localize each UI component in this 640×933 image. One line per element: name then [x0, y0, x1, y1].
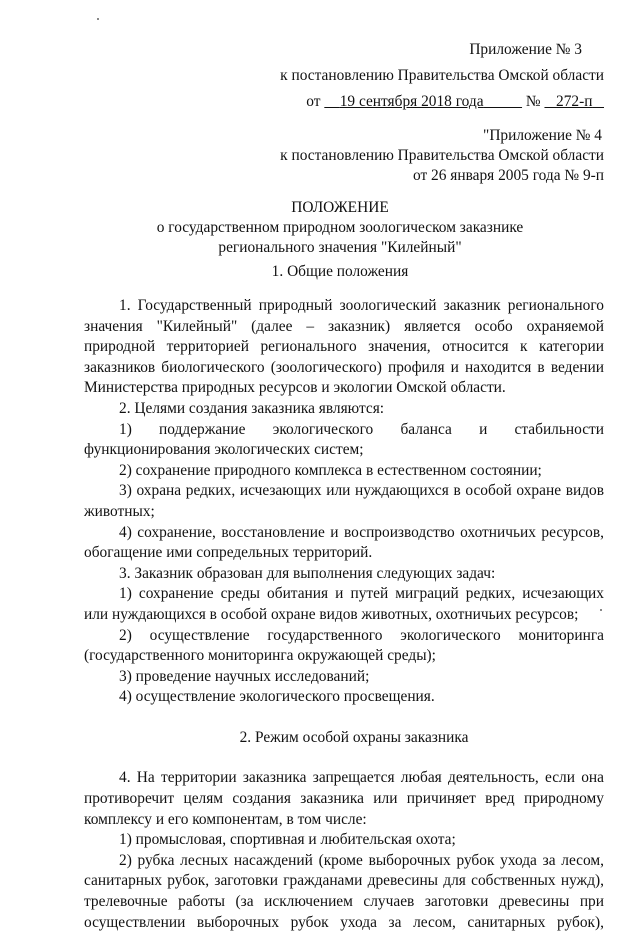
list-item: 3) проведение научных исследований; — [119, 667, 370, 685]
document-subtitle-line1: о государственном природном зоологическом заказнике — [156, 219, 524, 236]
appendix-date-line — [306, 92, 604, 113]
prev-appendix-date-line: от 26 января 2005 года № 9-п — [412, 167, 604, 184]
number-sign: № — [525, 93, 541, 110]
list-item: 2) сохранение природного комплекса в естественном состоянии; — [119, 461, 542, 479]
document-title: ПОЛОЖЕНИЕ — [291, 199, 389, 216]
list-item: 1) промысловая, спортивная и любительская охота; — [119, 831, 456, 849]
section-1-heading: 1. Общие положения — [271, 263, 409, 280]
document-body — [84, 296, 604, 933]
scan-dot — [97, 18, 99, 20]
paragraph: 3. Заказник образован для выполнения следующих задач: — [119, 564, 496, 582]
prev-appendix-resolution-line: к постановлению Правительства Омской области — [280, 147, 604, 164]
paragraph: 1. Государственный природный зоологический заказник регионального значения "Килейный" (далее – заказник) является особо охраняемой природной территорией регионального значения, относится к категории заказников биологического (зоологического) профиля и находится в ведении Министерства природных ресурсов и экологии Омской области. — [84, 297, 604, 397]
list-item: 3) охрана редких, исчезающих или нуждающихся в особой охране видов животных; — [84, 482, 604, 520]
list-item: 4) осуществление экологического просвещения. — [119, 688, 435, 706]
section-2-heading: 2. Режим особой охраны заказника — [239, 728, 469, 746]
appendix-number: Приложение № 3 — [469, 41, 582, 58]
list-item: 1) поддержание экологического баланса и стабильности функционирования экологических систем; — [84, 420, 604, 459]
list-item: 2) рубка лесных насаждений (кроме выборочных рубок ухода за лесом, санитарных рубок, заготовки гражданами древесины для собственных нужд), трелевочные работы (за исключением случаев заготовки древесины при осуществлении выборочных рубок ухода за лесом, санитарных рубок), — [84, 851, 604, 931]
date-prefix: от — [306, 93, 321, 110]
paragraph: 4. На территории заказника запрещается любая деятельность, если она противоречит целям создания заказника или причиняет вред природному комплексу и его компонентам, в том числе: — [84, 769, 604, 828]
date-value: 19 сентября 2018 года — [339, 93, 484, 110]
list-item: 1) сохранение среды обитания и путей миграций редких, исчезающих или нуждающихся в особой охране видов животных, охотничьих ресурсов; — [84, 585, 604, 623]
appendix-resolution-line: к постановлению Правительства Омской области — [280, 67, 604, 84]
list-item: 4) сохранение, восстановление и воспроизводство охотничьих ресурсов, обогащение ими сопредельных территорий. — [84, 523, 604, 562]
list-item: 2) осуществление государственного экологического мониторинга (государственного мониторинга окружающей среды); — [84, 626, 604, 665]
paragraph: 2. Целями создания заказника являются: — [119, 399, 385, 417]
prev-appendix-number: "Приложение № 4 — [483, 127, 602, 144]
number-value: 272-п — [556, 93, 593, 110]
document-subtitle-line2: регионального значения "Килейный" — [218, 239, 462, 256]
